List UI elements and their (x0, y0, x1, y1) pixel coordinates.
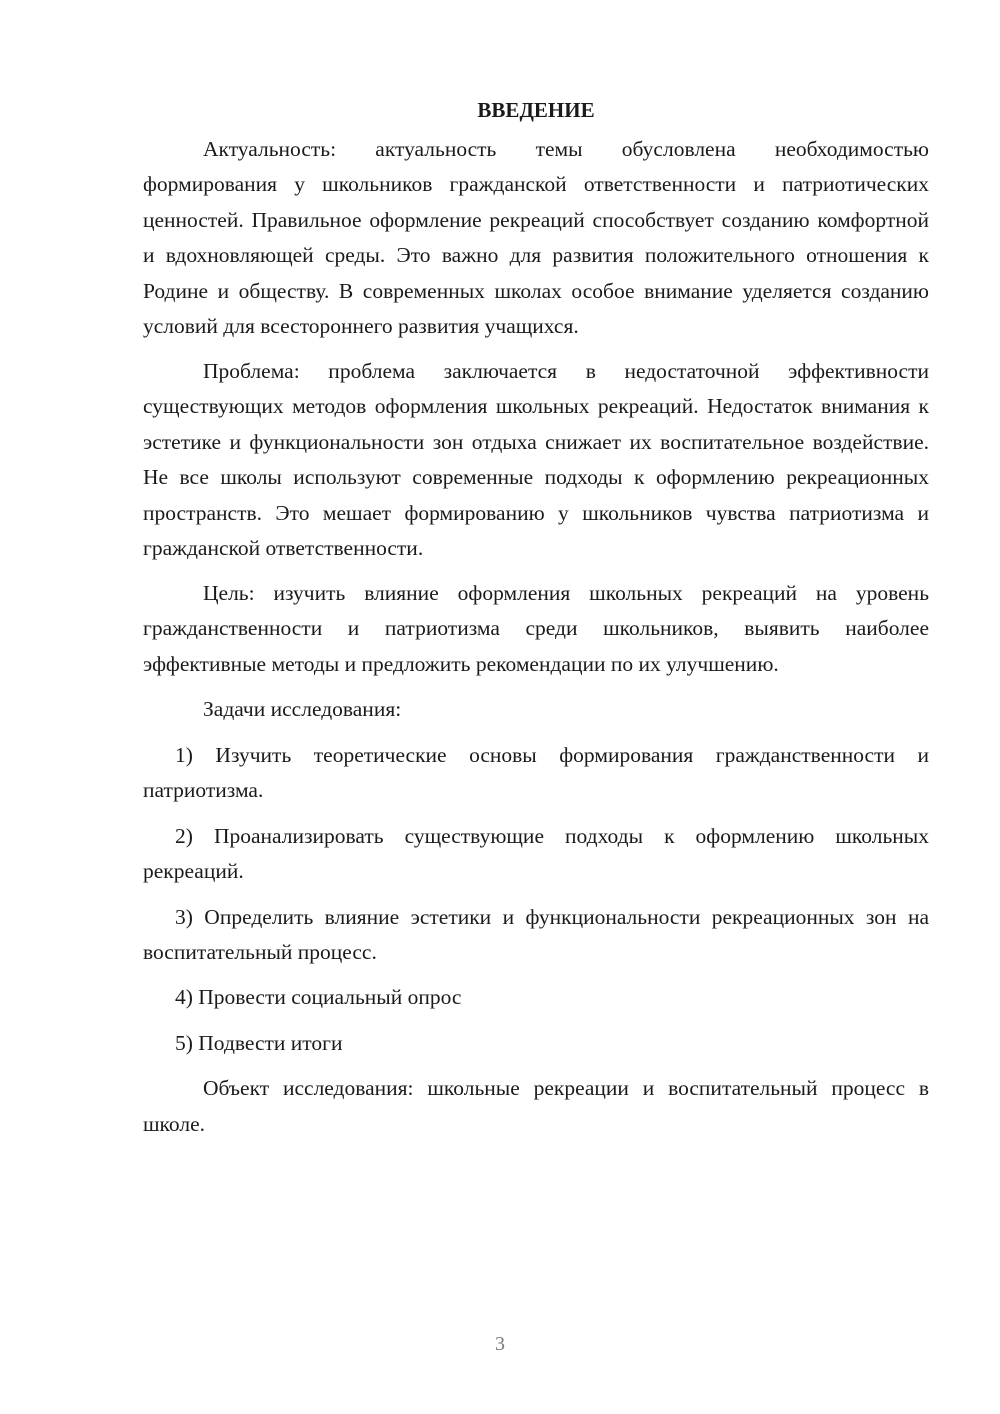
tasks-list (143, 738, 929, 1061)
paragraph-goal: Цель: изучить влияние оформления школьных рекреаций на уровень гражданственности и патриотизма среди школьников, выявить наиболее эффективные методы и предложить рекомендации по их улучшению. (143, 580, 929, 676)
page-number: 3 (495, 1333, 505, 1355)
tasks-heading: Задачи исследования: (203, 696, 402, 721)
list-item: 4) Провести социальный опрос (175, 985, 462, 1010)
list-item: 5) Подвести итоги (175, 1030, 343, 1055)
document-page (143, 92, 929, 1152)
list-item: 3) Определить влияние эстетики и функциональности рекреационных зон на воспитательный процесс. (143, 904, 929, 965)
list-item: 2) Проанализировать существующие подходы к оформлению школьных рекреаций. (143, 823, 929, 884)
list-item: 1) Изучить теоретические основы формирования гражданственности и патриотизма. (143, 743, 929, 803)
paragraph-object: Объект исследования: школьные рекреации и воспитательный процесс в школе. (143, 1076, 929, 1136)
page-title: ВВЕДЕНИЕ (477, 98, 595, 122)
paragraph-problem: Проблема: проблема заключается в недостаточной эффективности существующих методов оформления школьных рекреаций. Недостаток внимания к эстетике и функциональности зон отдыха снижает их воспитательное воздействие. Не все школы используют современные подходы к оформлению рекреационных пространств. Это мешает формированию у школьников чувства патриотизма и гражданской ответственности. (143, 358, 929, 560)
paragraph-relevance: Актуальность: актуальность темы обусловлена необходимостью формирования у школьников гражданской ответственности и патриотических ценностей. Правильное оформление рекреаций способствует созданию комфортной и вдохновляющей среды. Это важно для развития положительного отношения к Родине и обществу. В современных школах особое внимание уделяется созданию условий для всестороннего развития учащихся. (143, 137, 929, 339)
